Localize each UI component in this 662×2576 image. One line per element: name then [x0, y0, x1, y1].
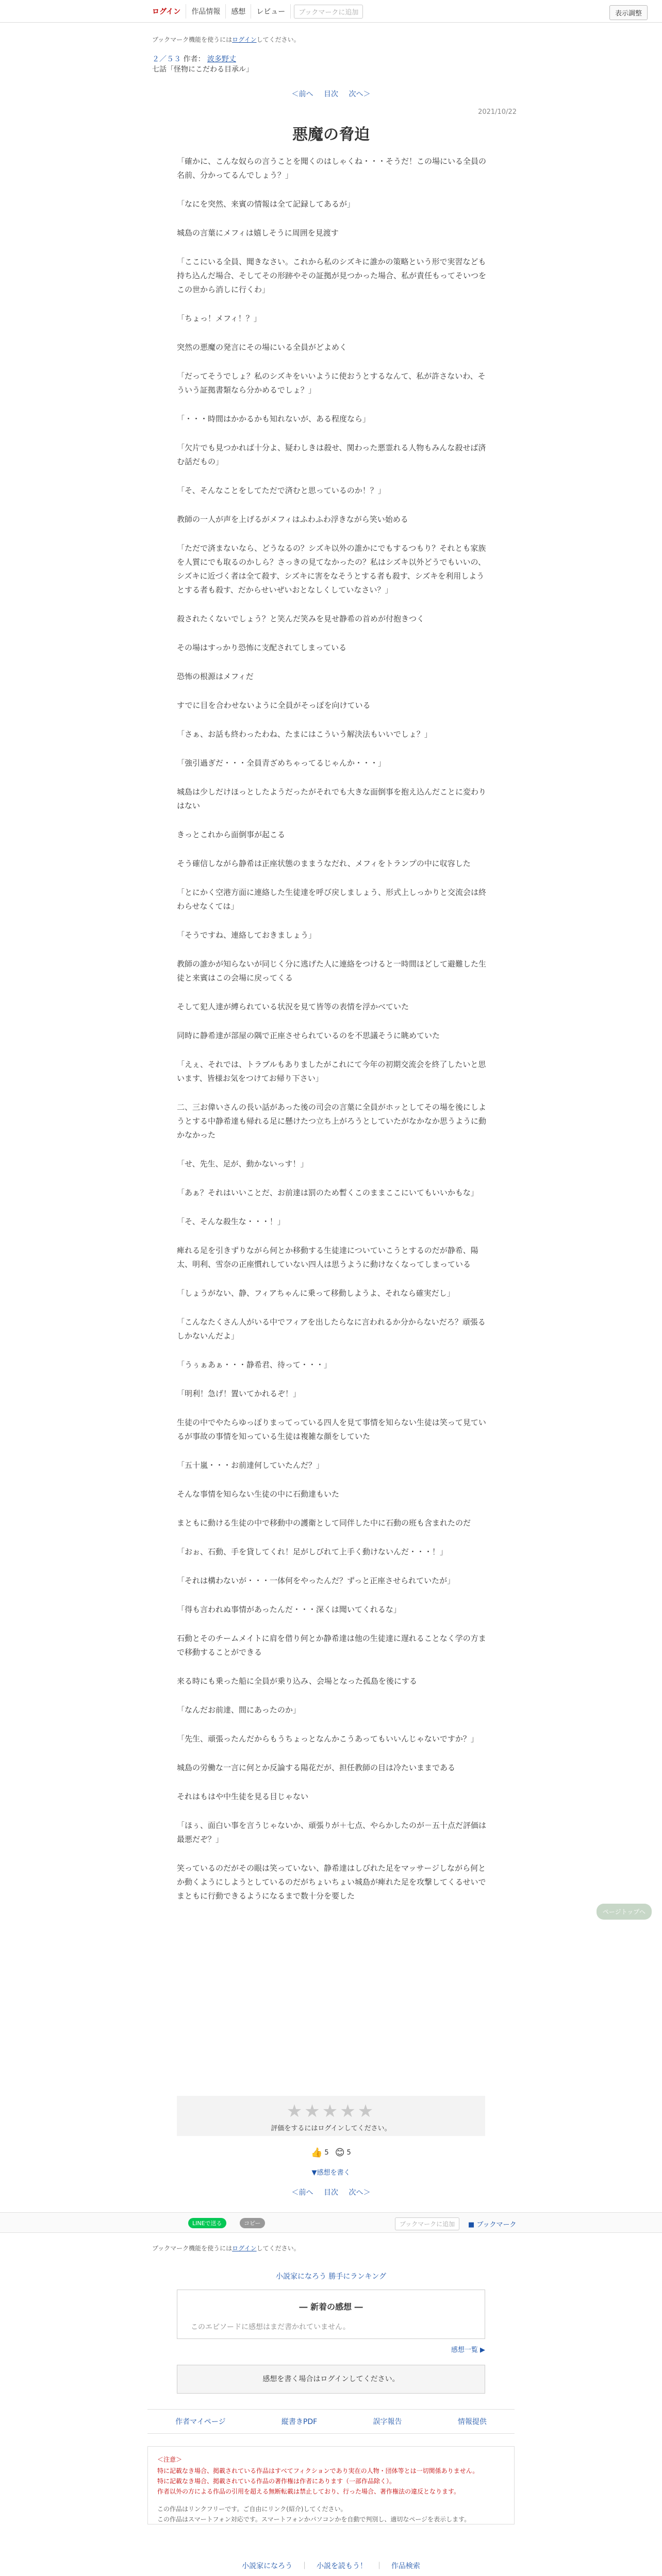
notice-box — [147, 2446, 515, 2524]
novel-paragraph: 「さぁ、お話も終わったわね、たまにはこういう解決法もいいでしょ？」 — [177, 730, 432, 739]
episode-pager-top — [0, 89, 662, 99]
thumbs-up-icon: 👍 — [311, 2147, 323, 2158]
author-mypage-link[interactable]: 作者マイページ — [175, 2418, 226, 2426]
novel-paragraph: きっとこれから面倒事が起こる — [177, 830, 286, 839]
novel-paragraph: 「確かに、こんな奴らの言うことを聞くのはしゃくね・・・そうだ！この場にいる全員の名前、分かってるんでしょう？」 — [177, 157, 487, 180]
site-home-link[interactable]: 小説家になろう — [242, 2562, 293, 2570]
novel-paragraph: 来る時にも乗った船に全員が乗り込み、会場となった孤島を後にする — [177, 1676, 417, 1686]
novel-paragraph: 「そ、そんなことをしてただで済むと思っているのか！？」 — [177, 486, 386, 495]
notice-prefix: ブックマーク機能を使うには — [152, 36, 233, 43]
rating-stars[interactable]: ★★★★★ — [286, 2101, 376, 2122]
bookmark-link[interactable] — [468, 2219, 517, 2229]
episode-pager-bottom — [0, 2187, 662, 2197]
works-info-link[interactable]: 作品情報 — [186, 4, 226, 19]
novel-paragraph: 同時に静希達が部屋の隅で正座させられているのを不思議そうに眺めていた — [177, 1031, 440, 1040]
novel-paragraph: 痺れる足を引きずりながら何とか移動する生徒達についていこうとするのだが静希、陽太、明利、雪奈の正座慣れしていない四人は思うように動けなくなってしまっている — [177, 1246, 478, 1269]
novel-paragraph: 「それは構わないが・・・一体何をやったんだ？ずっと正座させられていたが」 — [177, 1576, 455, 1585]
notice-line: 特に記載なき場合、掲載されている作品の著作権は作者にあります（一部作品除く）。 — [157, 2478, 396, 2485]
episode-number: ２／５３ — [152, 55, 181, 63]
novel-paragraph: 石動とそのチームメイトに肩を借り何とか静希達は他の生徒達に遅れることなく学の方まで移動することができる — [177, 1634, 486, 1657]
novel-paragraph: 「得も言われぬ事情があったんだ・・・深くは聞いてくれるな」 — [177, 1605, 401, 1614]
login-link[interactable]: ログイン — [147, 4, 186, 19]
novel-paragraph: 「えぇ、それでは、トラブルもありましたがこれにて今年の初期交流会を終了したいと思います、皆様お気をつけてお帰り下さい」 — [177, 1060, 486, 1083]
novel-paragraph: 「ここにいる全員、聞きなさい。これから私のシズキに誰かの策略という形で実習なども持ち込んだ場合、そしてその形跡やその証拠が見つかった場合、私が責任もってそいつをこの世から消しに行くわ」 — [177, 257, 487, 294]
bookmark-icon: ■ — [468, 2221, 475, 2229]
novel-paragraph: 「そ、そんな殺生な・・・！」 — [177, 1217, 285, 1226]
share-bookmark-bar — [0, 2212, 662, 2233]
notice-suffix: してください。 — [256, 36, 300, 43]
line-share-button[interactable]: LINEで送る — [188, 2218, 226, 2228]
search-works-link[interactable]: 作品検索 — [391, 2562, 420, 2570]
novel-paragraph: 城島の言葉にメフィは嬉しそうに周囲を見渡す — [177, 228, 339, 238]
nav-separator: ｜ — [375, 2562, 383, 2570]
novel-paragraph: 「おぉ、石動、手を貸してくれ！足がしびれて上手く動けないんだ・・・！」 — [177, 1547, 448, 1556]
novel-paragraph: 「なんだお前達、間にあったのか」 — [177, 1705, 301, 1715]
bottom-site-nav — [0, 2561, 662, 2571]
notice-line: この作品はスマートフォン対応です。スマートフォンかパソコンかを自動で判別し、適切なページを表示します。 — [157, 2516, 471, 2523]
notice-suffix: してください。 — [256, 2245, 300, 2252]
novel-paragraph: 「・・・時間はかかるかも知れないが、ある程度なら」 — [177, 414, 371, 423]
novel-paragraph: 恐怖の根源はメフィだ — [177, 672, 254, 681]
prev-episode-link[interactable]: ＜前へ — [291, 2189, 313, 2197]
chapter-title: 七話「怪物にこだわる目承ル」 — [152, 65, 253, 74]
novel-paragraph: 「先生、頑張ったんだからもうちょっとなんかこうあってもいいんじゃないですか？」 — [177, 1734, 478, 1743]
notice-line: 作者以外の方による作品の引用を超える無断転載は禁止しており、行った場合、著作権法の違反となります。 — [157, 2488, 460, 2495]
review-link[interactable]: レビュー — [251, 4, 291, 19]
novel-paragraph: 生徒の中でやたらゆっぽりまってっている四人を見て事情を知らない生徒は笑って見ているが事故の事情を知っている生徒は複雑な顔をしていた — [177, 1418, 486, 1441]
novel-paragraph: 「ただで済まないなら、どうなるの？シズキ以外の誰かにでもするつもり？それとも家族を人質にでも取るのかしら？さっきの見てなかったの？私はシズキ以外どうでもいいの、シズキに近づく者は全て殺す、シズキに害をなそうとする者も殺す、シズキを利用しようとする者も殺す、だからせいぜいおとなしくしていなさい？」 — [177, 544, 486, 595]
display-settings-button[interactable]: 表示調整 — [609, 5, 648, 20]
novel-paragraph: 「とにかく空港方面に連絡した生徒達を呼び戻しましょう、形式上しっかりと交流会は終わらせなくては」 — [177, 888, 487, 911]
rating-box — [177, 2096, 485, 2136]
ranking-link[interactable]: 小説家になろう 勝手にランキング — [275, 2273, 387, 2281]
smile-count: 5 — [346, 2149, 351, 2157]
bookmark-add-button[interactable]: ブックマークに追加 — [395, 2217, 459, 2230]
like-reaction[interactable] — [311, 2147, 329, 2158]
typo-report-link[interactable]: 誤字報告 — [373, 2418, 402, 2426]
novel-paragraph: すでに目を合わせないように全員がそっぽを向けている — [177, 701, 371, 710]
nav-separator: ｜ — [301, 2562, 308, 2570]
novel-paragraph: 城島は少しだけほっとしたようだったがそれでも大きな面倒事を抱え込んだことに変わりはない — [177, 787, 487, 810]
novel-paragraph: 笑っているのだがその眼は笑っていない、静希達はしびれた足をマッサージしながら何とか動くようにしようとしているのだがちょいちょい城島が痺れた足を攻撃してくるせいでまともに行動できるようになるまで数十分を要した — [177, 1863, 486, 1901]
novel-paragraph: 「うぅぁあぁ・・・静希君、待って・・・」 — [177, 1360, 332, 1369]
rating-login-note: 評価をするにはログインしてください。 — [271, 2125, 391, 2132]
author-label: 作者： — [183, 55, 205, 63]
notice-login-link[interactable]: ログイン — [232, 36, 257, 43]
episode-date: 2021/10/22 — [478, 108, 517, 116]
novel-paragraph: 「せ、先生、足が、動かないっす！」 — [177, 1159, 308, 1168]
novel-paragraph: そして犯人達が縛られている状況を見て皆等の表情を浮かべていた — [177, 1002, 409, 1011]
novel-paragraph: 「しょうがない、静、フィアちゃんに乗って移動しようよ、それなら確実だし」 — [177, 1289, 455, 1298]
novel-paragraph: 教師の一人が声を上げるがメフィはふわふわ浮きながら笑い始める — [177, 515, 408, 524]
novel-paragraph: 「なにを突然、来賓の情報は全て記録してあるが」 — [177, 199, 355, 209]
reaction-buttons — [311, 2147, 351, 2158]
smile-reaction[interactable] — [335, 2147, 351, 2158]
novel-paragraph: そんな事情を知らない生徒の中に石動達もいた — [177, 1489, 340, 1499]
novel-paragraph: 「だってそうでしょ？私のシズキをいいように使おうとするなんて、私が許さないわ、そういう証拠書類なら分かめるでしょ？」 — [177, 371, 486, 395]
novel-paragraph: 城島の労働な一言に何とか反論する陽花だが、担任教師の目は冷たいままである — [177, 1763, 456, 1772]
notice-prefix: ブックマーク機能を使うには — [152, 2245, 233, 2252]
novel-paragraph: そう確信しながら静希は正座状態のままうなだれ、メフィをトランプの中に収容した — [177, 859, 471, 868]
notice-line: この作品はリンクフリーです。ご自由にリンク(紹介)してください。 — [157, 2505, 347, 2513]
review-list-link[interactable]: 感想一覧 ▶ — [451, 2346, 485, 2354]
bookmark-label: ブックマーク — [476, 2221, 517, 2229]
novel-paragraph: 「五十嵐・・・お前達何していたんだ？」 — [177, 1461, 324, 1470]
novel-paragraph: 殺されたくないでしょう？と笑んだ笑みを見せ静希の首めが付抱きつく — [177, 614, 425, 623]
notice-line: 特に記載なき場合、掲載されている作品はすべてフィクションであり実在の人物・団体等とは一切関係ありません。 — [157, 2467, 479, 2475]
author-link[interactable]: 波多野丈 — [207, 55, 236, 63]
novel-paragraph: 「強引過ぎだ・・・全員青ざめちゃってるじゃんか・・・」 — [177, 758, 386, 768]
latest-reviews-heading: ― 新着の感想 ― — [299, 2302, 363, 2312]
novel-paragraph: 「そうですね、連絡しておきましょう」 — [177, 930, 317, 940]
write-review-link[interactable]: ▼感想を書く — [311, 2169, 351, 2177]
notice-login-link[interactable]: ログイン — [232, 2245, 257, 2252]
latest-reviews-box — [177, 2290, 485, 2339]
bookmark-add-button[interactable]: ブックマークに追加 — [294, 5, 363, 19]
copy-button[interactable]: コピー — [240, 2218, 265, 2228]
next-episode-link[interactable]: 次へ＞ — [349, 90, 371, 98]
episode-title: 悪魔の脅迫 — [292, 126, 370, 144]
novel-paragraph: 「ちょっ！メフィ！？」 — [177, 314, 261, 323]
review-login-box: 感想を書く場合はログインしてください。 — [177, 2365, 485, 2394]
top-navigation-links — [147, 4, 363, 19]
series-info — [152, 54, 236, 64]
bookmark-login-notice — [152, 35, 300, 44]
novel-paragraph: 「欠片でも見つかれば十分よ、疑わしきは殺せ、関わった悪霊れる人物もみんな殺せば済む話だもの」 — [177, 443, 486, 466]
next-episode-link[interactable]: 次へ＞ — [349, 2189, 371, 2197]
novel-paragraph: それはもはや中生徒を見る目じゃない — [177, 1792, 309, 1801]
page-top-button[interactable]: ページトップへ — [597, 1904, 652, 1920]
notice-title: ＜注意＞ — [157, 2456, 183, 2463]
like-count: 5 — [324, 2149, 329, 2157]
novel-paragraph: 教師の誰かが知らないが同じく分に逃げた人に連絡をつけると一時間ほどして避難した生徒と来賓はこの会場に戻ってくる — [177, 959, 487, 982]
novel-body — [177, 155, 486, 1918]
novel-paragraph: 「ほぅ、面白い事を言うじゃないか、頑張りが＋七点、やらかしたのが－五十点だ評価は最悪だぞ？」 — [177, 1821, 487, 1844]
toc-link[interactable]: 目次 — [324, 2189, 338, 2197]
novel-paragraph: 「あぁ？それはいいことだ、お前達は罰のため暫くこのままここにいてもいいかもな」 — [177, 1188, 478, 1197]
top-navigation-bar — [0, 0, 662, 23]
smile-icon: 😊 — [335, 2147, 345, 2158]
novel-paragraph: 二、三お偉いさんの長い話があった後の司会の言葉に全員がホッとしてその場を後にしようとする中静希達も帰れる足に懸けたつ立ち上がろうとしていたがなかなか思うように動かなかった — [177, 1103, 487, 1140]
feelings-link[interactable]: 感想 — [226, 4, 251, 19]
bookmark-login-notice-bottom — [152, 2244, 300, 2252]
toc-link[interactable]: 目次 — [324, 90, 338, 98]
novel-paragraph: 「明利！急げ！置いてかれるぞ！」 — [177, 1389, 301, 1398]
novel-paragraph: その場はすっかり恐怖に支配されてしまっている — [177, 643, 347, 652]
prev-episode-link[interactable]: ＜前へ — [291, 90, 313, 98]
vertical-pdf-link[interactable]: 縦書きPDF — [281, 2418, 318, 2426]
no-reviews-message: このエピソードに感想はまだ書かれていません。 — [191, 2323, 350, 2331]
info-provide-link[interactable]: 情報提供 — [457, 2418, 487, 2426]
novel-paragraph: 「こんなたくさん人がいる中でフィアを出したらなに言われるか分からないだろ？頑張るしかないんだよ」 — [177, 1317, 486, 1341]
footer-links — [147, 2409, 515, 2434]
novel-paragraph: 突然の悪魔の発言にその場にいる全員がどよめく — [177, 343, 347, 352]
read-novels-link[interactable]: 小説を読もう！ — [317, 2562, 367, 2570]
novel-paragraph: まともに動ける生徒の中で移動中の護衛として同伴した中に石動の班も含まれたのだ — [177, 1518, 471, 1528]
